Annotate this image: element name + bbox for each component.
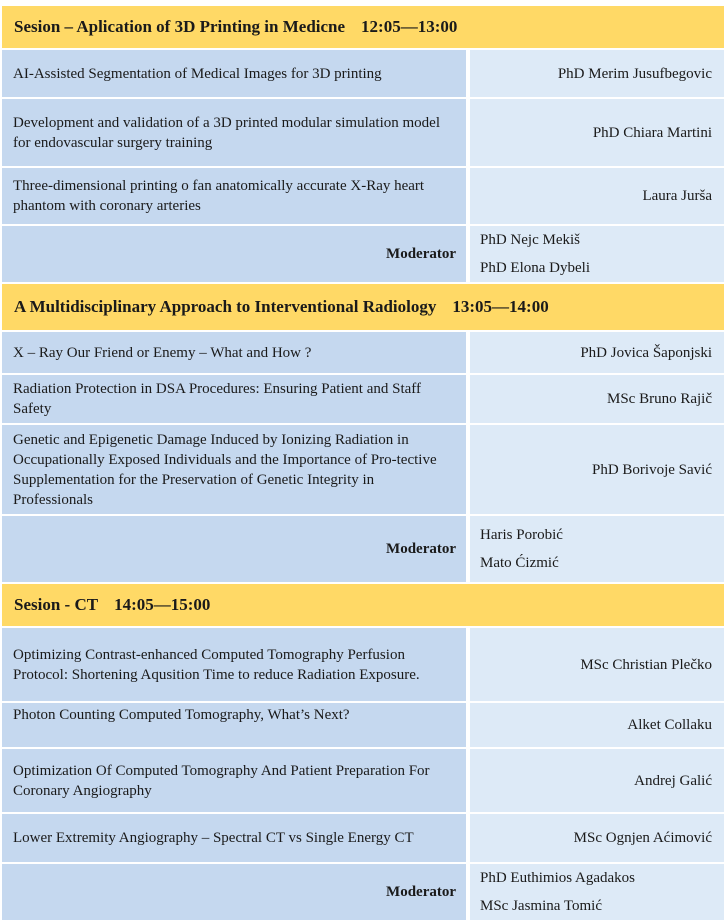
talk-speaker: PhD Borivoje Savić <box>470 425 724 514</box>
talk-speaker: PhD Chiara Martini <box>470 99 724 166</box>
moderator-name: PhD Elona Dybeli <box>480 260 590 276</box>
talk-title: Radiation Protection in DSA Procedures: Ensuring Patient and Staff Safety <box>2 375 466 423</box>
talk-title: Photon Counting Computed Tomography, What’s Next? <box>2 703 466 747</box>
session-header-ct <box>2 584 724 626</box>
talk-title: Lower Extremity Angiography – Spectral CT vs Single Energy CT <box>2 814 466 862</box>
moderator-name: Mato Ćizmić <box>480 555 559 571</box>
moderator-name: Haris Porobić <box>480 527 563 543</box>
talk-speaker: MSc Bruno Rajič <box>470 375 724 423</box>
session-header-3d-printing <box>2 6 724 48</box>
talk-speaker: MSc Christian Plečko <box>470 628 724 701</box>
moderator-name: MSc Jasmina Tomić <box>480 898 602 914</box>
talk-title: X – Ray Our Friend or Enemy – What and How ? <box>2 332 466 373</box>
moderator-label: Moderator <box>2 864 466 920</box>
session-header-interventional-radiology <box>2 284 724 330</box>
talk-title: Optimization Of Computed Tomography And Patient Preparation For Coronary Angiography <box>2 749 466 812</box>
moderator-list <box>470 516 724 582</box>
talk-title: AI-Assisted Segmentation of Medical Images for 3D printing <box>2 50 466 97</box>
session-title: Sesion – Aplication of 3D Printing in Medicne <box>14 17 346 36</box>
talk-title: Three-dimensional printing o fan anatomically accurate X-Ray heart phantom with coronary arteries <box>2 168 466 224</box>
session-time: 13:05—14:00 <box>452 297 549 316</box>
moderator-list <box>470 864 724 920</box>
session-time: 14:05—15:00 <box>114 595 211 614</box>
moderator-list <box>470 226 724 282</box>
session-title: A Multidisciplinary Approach to Interventional Radiology <box>14 297 437 316</box>
talk-speaker: PhD Merim Jusufbegovic <box>470 50 724 97</box>
moderator-name: PhD Nejc Mekiš <box>480 232 580 248</box>
talk-speaker: PhD Jovica Šaponjski <box>470 332 724 373</box>
session-title: Sesion - CT <box>14 595 99 614</box>
talk-speaker: Alket Collaku <box>470 703 724 747</box>
talk-title: Genetic and Epigenetic Damage Induced by Ionizing Radiation in Occupationally Exposed Individuals and the Importance of Pro-tective Supplementation for the Preservation of Genetic Integrity in Professionals <box>2 425 466 514</box>
talk-speaker: Laura Jurša <box>470 168 724 224</box>
talk-title: Optimizing Contrast-enhanced Computed Tomography Perfusion Protocol: Shortening Aqusition Time to reduce Radiation Exposure. <box>2 628 466 701</box>
moderator-label: Moderator <box>2 226 466 282</box>
moderator-name: PhD Euthimios Agadakos <box>480 870 636 886</box>
session-time: 12:05—13:00 <box>361 17 458 36</box>
moderator-label: Moderator <box>2 516 466 582</box>
talk-speaker: MSc Ognjen Aćimović <box>470 814 724 862</box>
talk-speaker: Andrej Galić <box>470 749 724 812</box>
talk-title: Development and validation of a 3D printed modular simulation model for endovascular surgery training <box>2 99 466 166</box>
